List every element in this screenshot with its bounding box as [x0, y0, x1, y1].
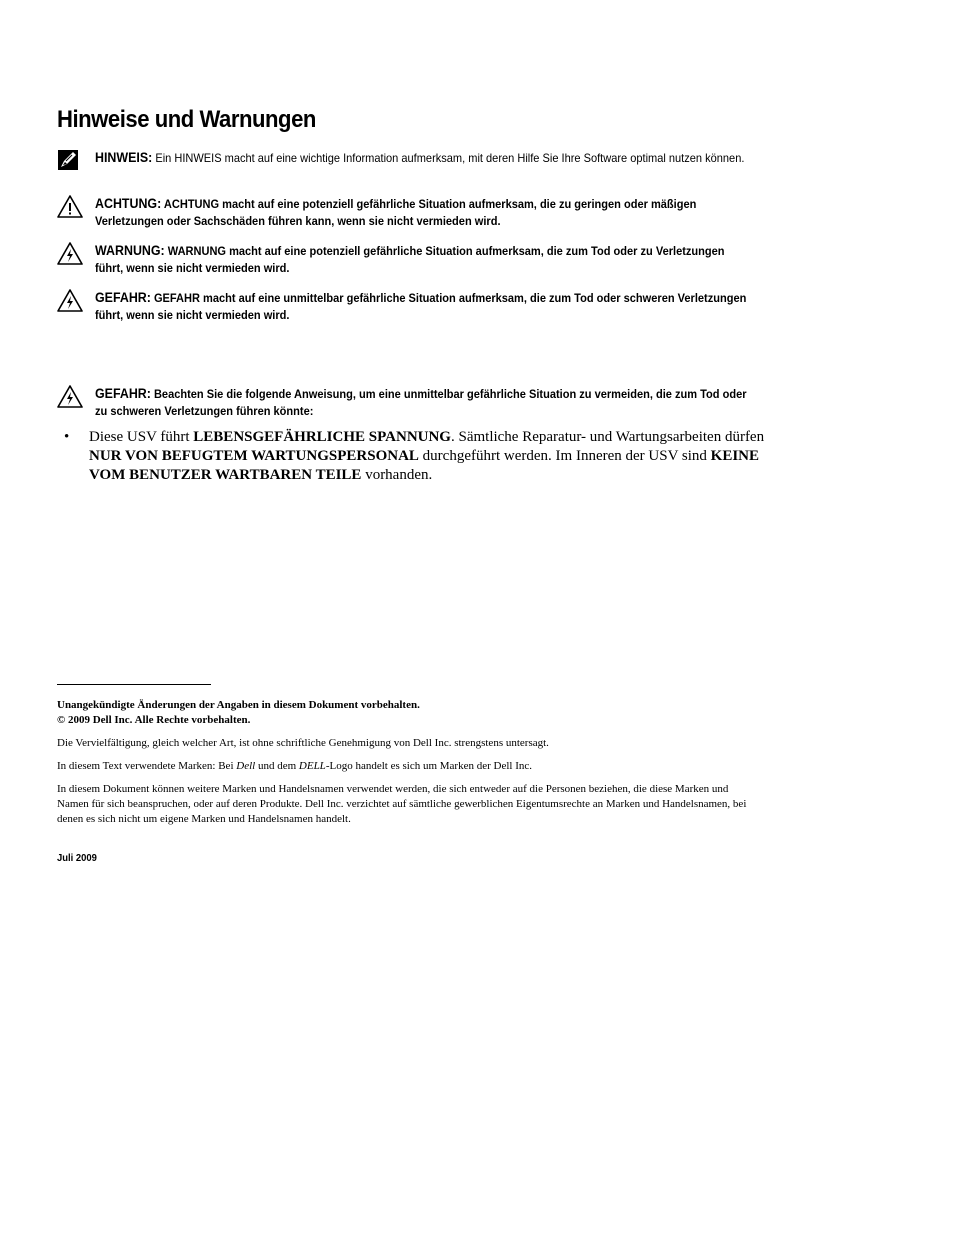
- footer-disclaimer: [57, 698, 757, 728]
- note-pencil-icon: [57, 149, 83, 173]
- note-text: Ein HINWEIS macht auf eine wichtige Information aufmerksam, mit deren Hilfe Sie Ihre Software optimal nutzen können.: [152, 151, 745, 165]
- footer-trademarks: [57, 759, 757, 774]
- footer-trademarks-text: In diesem Text verwendete Marken: Bei: [57, 760, 237, 772]
- danger-text: GEFAHR macht auf eine unmittelbar gefährliche Situation aufmerksam, die zum Tod oder schweren Verletzungen führt, wenn sie nicht vermieden wird.: [95, 291, 747, 322]
- caution-label: ACHTUNG:: [95, 196, 162, 211]
- bullet-text-part: Diese USV führt: [89, 429, 194, 445]
- footer-trademarks-text: -Logo handelt es sich um Marken der Dell Inc.: [325, 760, 532, 772]
- note-notice: [57, 149, 757, 167]
- caution-notice: [57, 195, 757, 230]
- danger-instruction-notice: [57, 385, 757, 420]
- footer-change-notice: Unangekündigte Änderungen der Angaben in diesem Dokument vorbehalten.: [57, 699, 420, 711]
- footer-trademark-dell: Dell: [236, 760, 256, 772]
- note-label: HINWEIS:: [95, 150, 153, 165]
- electric-hazard-icon: [57, 289, 83, 313]
- caution-text: ACHTUNG macht auf eine potenziell gefährliche Situation aufmerksam, die zu geringen oder mäßigen Verletzungen oder Sachschäden führen kann, wenn sie nicht vermieden wird.: [95, 197, 697, 228]
- footnote-divider: [57, 684, 211, 685]
- bullet-item: [64, 428, 764, 485]
- danger-instruction-label: GEFAHR:: [95, 386, 151, 401]
- warning-label: WARNUNG:: [95, 243, 165, 258]
- bullet-emphasis: LEBENSGEFÄHRLICHE SPANNUNG: [193, 429, 451, 445]
- bullet-text-part: durchgeführt werden. Im Inneren der USV sind: [418, 448, 711, 464]
- footer-trademarks-text: und dem: [255, 760, 299, 772]
- danger-instruction-text: Beachten Sie die folgende Anweisung, um eine unmittelbar gefährliche Situation zu vermeiden, die zum Tod oder zu schweren Verletzungen führen könnte:: [95, 387, 747, 418]
- warning-text: WARNUNG macht auf eine potenziell gefährliche Situation aufmerksam, die zum Tod oder zu Verletzungen führt, wenn sie nicht vermieden wird.: [95, 244, 725, 275]
- bullet-emphasis: KEINE VOM BENUTZER WARTBAREN TEILE: [89, 448, 760, 483]
- publication-date: Juli 2009: [57, 852, 97, 864]
- footer-reproduction: Die Vervielfältigung, gleich welcher Art, ist ohne schriftliche Genehmigung von Dell Inc. strengstens untersagt.: [57, 737, 549, 749]
- footer-trademark-dell-logo: DELL: [298, 760, 326, 772]
- danger-label: GEFAHR:: [95, 290, 151, 305]
- footer-other-trademarks: In diesem Dokument können weitere Marken und Handelsnamen verwendet werden, die sich entweder auf die Personen beziehen, die diese Marken und Namen für sich beanspruchen, oder auf deren Produkte. Dell Inc. verzichtet auf sämtliche gewerblichen Eigentumsrechte an Marken und Handelsnamen, bei denen es sich nicht um eigene Marken und Handelsnamen handelt.: [57, 783, 747, 825]
- bullet-emphasis: NUR VON BEFUGTEM WARTUNGSPERSONAL: [89, 448, 419, 464]
- footer-copyright: © 2009 Dell Inc. Alle Rechte vorbehalten.: [57, 714, 251, 726]
- bullet-text: [89, 428, 769, 485]
- caution-triangle-icon: [57, 195, 83, 219]
- bullet-text-part: . Sämtliche Reparatur- und Wartungsarbeiten dürfen: [450, 429, 765, 445]
- electric-hazard-icon: [57, 242, 83, 266]
- bullet-marker: •: [64, 429, 70, 445]
- bullet-text-part: vorhanden.: [361, 467, 433, 483]
- warning-notice: [57, 242, 757, 277]
- danger-notice: [57, 289, 757, 324]
- page-title: Hinweise und Warnungen: [57, 106, 316, 133]
- electric-hazard-icon: [57, 385, 83, 409]
